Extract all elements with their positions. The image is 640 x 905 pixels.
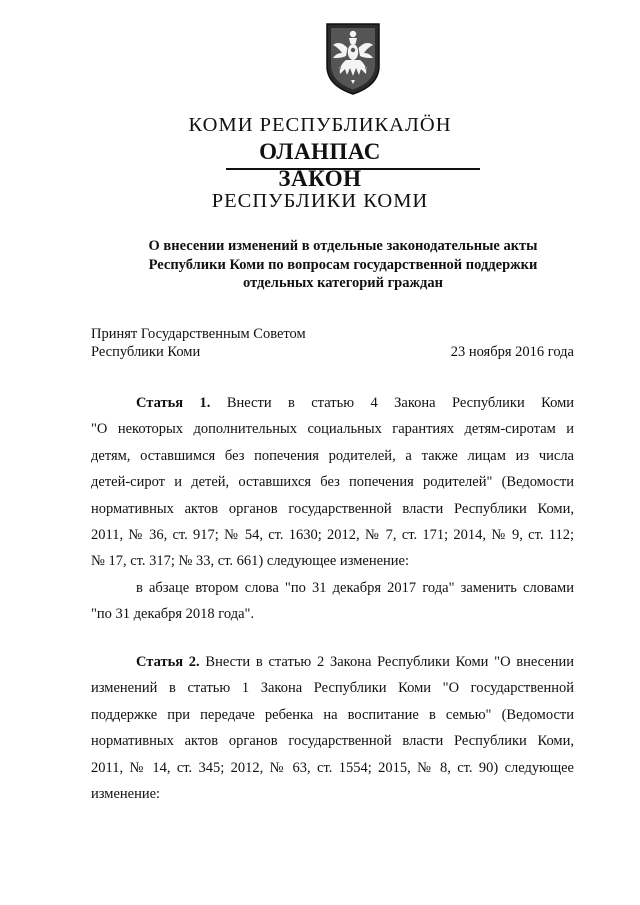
adoption-date: 23 ноября 2016 года <box>450 344 574 360</box>
article-2-heading: Статья 2. <box>136 654 200 670</box>
article-2-line: нормативных актов органов государственной власти Республики Коми, <box>91 733 574 750</box>
adopted-by <box>91 325 306 361</box>
adopted-line: Принят Государственным Советом <box>91 326 306 342</box>
article-2 <box>91 649 574 807</box>
article-1-line: "О некоторых дополнительных социальных гарантиях детям-сиротам и <box>91 421 574 438</box>
republic-komi-heading: КОМИ РЕСПУБЛИКАЛÖН <box>188 114 452 136</box>
law-title-line: отдельных категорий граждан <box>243 275 443 291</box>
article-2-line: поддержке при передаче ребенка на воспитание в семью" (Ведомости <box>91 706 574 723</box>
coat-of-arms-emblem <box>325 22 381 96</box>
article-1 <box>91 390 574 628</box>
article-1-first-line <box>91 390 574 416</box>
article-2-line: 2011, № 14, ст. 345; 2012, № 63, ст. 1554; 2015, № 8, ст. 90) следующее <box>91 759 574 776</box>
article-1-amendment: в абзаце втором слова "по 31 декабря 2017 года" заменить словами <box>136 579 574 596</box>
article-1-amendment: "по 31 декабря 2018 года". <box>91 606 255 623</box>
article-1-line: детям, оставшимся без попечения родителей, а также лицам из числа <box>91 447 574 464</box>
article-2-first-line <box>91 649 574 675</box>
article-2-line: изменение: <box>91 785 161 802</box>
article-1-line: детей-сирот и детей, оставшихся без попечения родителей" (Ведомости <box>91 474 574 491</box>
adopted-line: Республики Коми <box>91 344 201 360</box>
article-1-line: 2011, № 36, ст. 917; № 54, ст. 1630; 2012, № 7, ст. 171; 2014, № 9, ст. 112; <box>91 526 574 543</box>
article-1-line: нормативных актов органов государственной власти Республики Коми, <box>91 500 574 517</box>
law-heading: ЗАКОН <box>278 166 362 191</box>
law-title-line: Республики Коми по вопросам государственной поддержки <box>148 256 538 273</box>
republic-heading: РЕСПУБЛИКИ КОМИ <box>211 190 429 212</box>
article-2-line: изменений в статью 1 Закона Республики Коми "О государственной <box>91 680 574 697</box>
article-2-text: Внести в статью 2 Закона Республики Коми "О внесении <box>205 654 575 670</box>
olanpas-heading: ОЛАНПАС <box>259 139 381 164</box>
article-1-heading: Статья 1. <box>136 395 211 411</box>
article-1-text: Внести в статью 4 Закона Республики Коми <box>226 395 575 411</box>
law-title-line: О внесении изменений в отдельные законодательные акты <box>148 238 538 254</box>
law-title <box>60 237 626 293</box>
article-1-line: № 17, ст. 317; № 33, ст. 661) следующее изменение: <box>91 553 410 570</box>
